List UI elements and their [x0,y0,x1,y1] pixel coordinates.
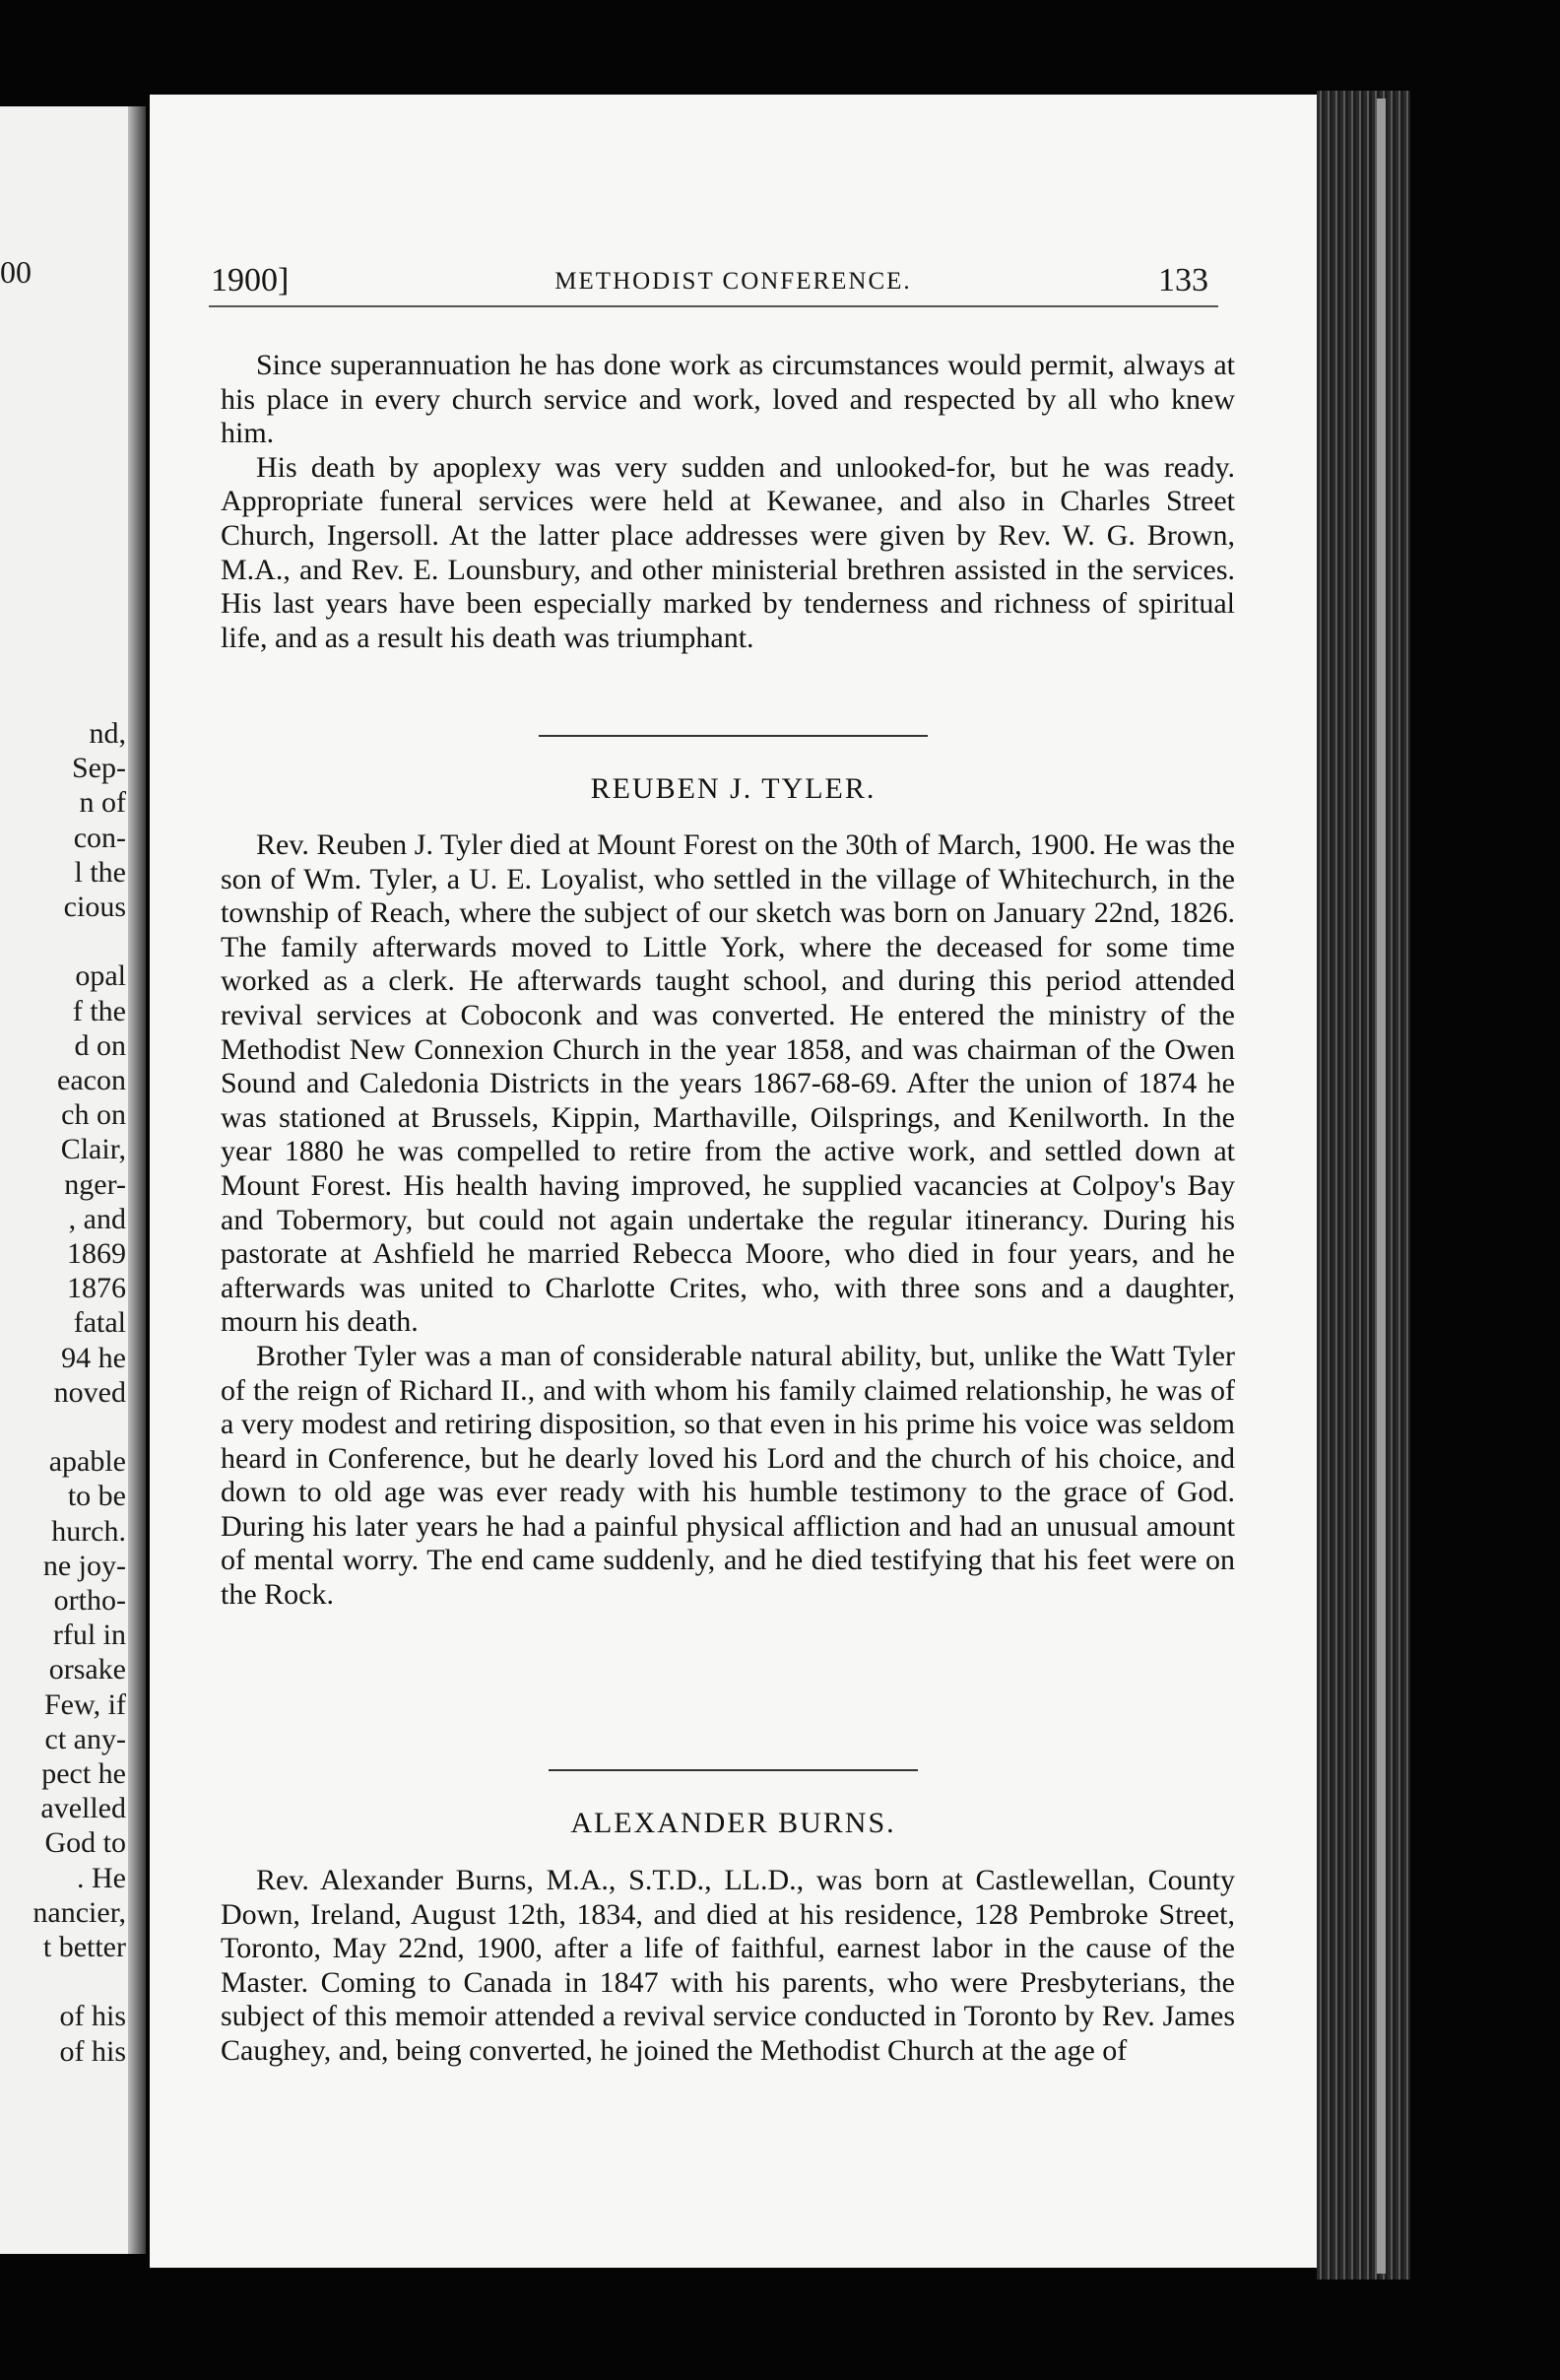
book-gutter [128,106,146,2254]
facing-page-line: ct any- [44,1722,126,1755]
page-edges [1317,91,1410,2280]
facing-page-line: 1869 [67,1237,126,1270]
section-title-tyler: REUBEN J. TYLER. [590,772,877,805]
facing-page-line: noved [53,1375,126,1409]
burns-memoir [221,1864,1235,2069]
section-divider [539,735,928,737]
continued-memoir [221,349,1235,655]
facing-page-line: . He [77,1861,126,1894]
header-rule [209,305,1218,307]
page-number: 133 [1158,262,1208,298]
facing-page-line: Few, if [43,1687,126,1721]
section-title-burns: ALEXANDER BURNS. [570,1807,896,1839]
running-header [150,262,1317,311]
facing-page-number: 00 [0,254,32,290]
page-edges-highlight [1377,99,1386,2274]
section-divider [549,1769,918,1771]
paragraph: His death by apoplexy was very sudden and unlooked-for, but he was ready. Appropriate funeral services were held at Kewanee, and also in Charles Street Church, Ingersoll. At the latter place addresses were given by Rev. W. G. Brown, M.A., and Rev. E. Lounsbury, and other ministerial brethren assisted in the services. His last years have been especially marked by tenderness and richness of spiritual life, and as a result his death was triumphant. [221,450,1235,654]
facing-page-line: of his [59,2034,126,2068]
facing-page-line: God to [44,1826,126,1860]
facing-page-line: to be [67,1480,126,1513]
facing-page-line: ch on [61,1098,126,1132]
facing-page-line: nd, [89,717,126,750]
facing-page-line: 1876 [67,1272,126,1305]
facing-page-line: apable [48,1445,126,1479]
facing-page-line: con- [73,821,126,854]
facing-page-line: , and [68,1202,126,1235]
facing-page-line: eacon [57,1064,126,1096]
facing-page-line: ne joy- [42,1549,126,1582]
facing-page-line: d on [74,1028,126,1062]
facing-page-line: n of [79,786,126,820]
paragraph: Since superannuation he has done work as circumstances would permit, always at his place in every church service and work, loved and respected by all who knew him. [221,349,1235,450]
facing-page-line: f the [72,994,126,1027]
facing-page-fragment [0,106,146,2254]
paragraph: Brother Tyler was a man of considerable natural ability, but, unlike the Watt Tyler of the reign of Richard II., and with whom his family claimed relationship, he was of a very modest and retiring disposition, so that even in his prime his voice was seldom heard in Conference, but he dearly loved his Lord and the church of his choice, and down to old age was ever ready with his humble testimony to the grace of God. During his later years he had a painful physical affliction and had an unusual amount of mental worry. The end came suddenly, and he died testifying that his feet were on the Rock. [221,1339,1235,1612]
facing-page-line: ortho- [53,1584,126,1617]
facing-page-line: cious [63,891,126,923]
paragraph: Rev. Alexander Burns, M.A., S.T.D., LL.D., was born at Castlewellan, County Down, Ireland, August 12th, 1834, and died at his residence, 128 Pembroke Street, Toronto, May 22nd, 1900, after a life of faithful, earnest labor in the cause of the Master. Coming to Canada in 1847 with his parents, who were Presbyterians, the subject of this memoir attended a revival service conducted in Toronto by Rev. James Caughey, and, being converted, he joined the Methodist Church at the age of [221,1864,1235,2067]
facing-page-line: opal [75,959,126,993]
facing-page-line: nger- [64,1167,126,1201]
facing-page-line: 94 he [61,1341,126,1374]
facing-page-line: of his [59,2000,126,2033]
paragraph: Rev. Reuben J. Tyler died at Mount Forest on the 30th of March, 1900. He was the son of Wm. Tyler, a U. E. Loyalist, who settled in the village of Whitechurch, in the township of Reach, where the subject of our sketch was born on January 22nd, 1826. The family afterwards moved to Little York, where the deceased for some time worked as a clerk. He afterwards taught school, and during this period attended revival services at Coboconk and was converted. He entered the ministry of the Methodist New Connexion Church in the year 1858, and was chairman of the Owen Sound and Caledonia Districts in the years 1867-68-69. After the union of 1874 he was stationed at Brussels, Kippin, Marthaville, Oilsprings, and Kenilworth. In the year 1880 he was compelled to retire from the active work, and settled down at Mount Forest. His health having improved, he supplied vacancies at Colpoy's Bay and Tobermory, but could not again undertake the regular itinerancy. During his pastorate at Ashfield he married Rebecca Moore, who died in four years, and he afterwards was united to Charlotte Crites, who, with three sons and a daughter, mourn his death. [221,828,1235,1339]
tyler-memoir [221,828,1235,1613]
facing-page-line: rful in [52,1619,126,1652]
book-page [150,95,1317,2268]
facing-page-line: orsake [48,1653,126,1686]
facing-page-line: pect he [41,1757,126,1790]
facing-page-line: l the [74,855,126,889]
facing-page-line: t better [42,1931,126,1963]
header-year: 1900] [211,262,290,298]
facing-page-line: avelled [40,1792,126,1825]
facing-page-line: fatal [73,1306,126,1340]
facing-page-line: Sep- [72,752,126,785]
header-title: METHODIST CONFERENCE. [554,268,912,295]
facing-page-line: Clair, [60,1133,126,1166]
facing-page-line: hurch. [51,1514,126,1548]
facing-page-line: nancier, [32,1895,126,1929]
